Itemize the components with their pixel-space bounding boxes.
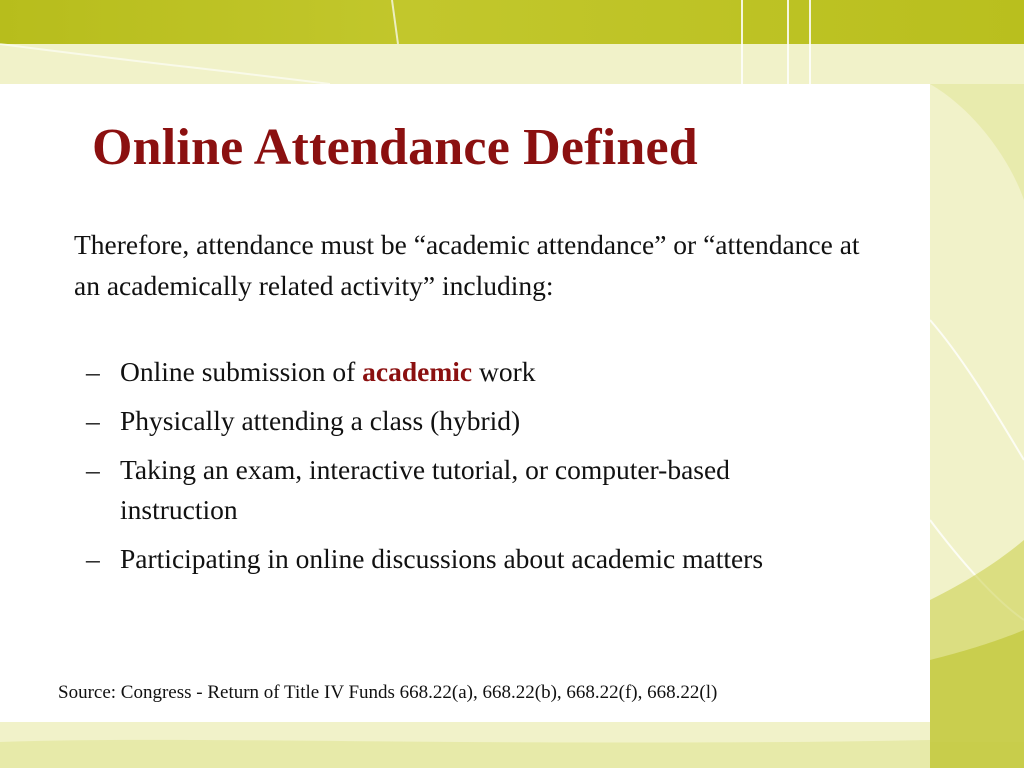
slide-title: Online Attendance Defined: [92, 119, 698, 176]
bullet-text: Physically attending a class (hybrid): [120, 405, 521, 436]
bullet-dash: –: [86, 454, 100, 485]
bullet-dash: –: [86, 543, 100, 574]
intro-paragraph: Therefore, attendance must be “academic attendance” or “attendance at an academically related activity” including:: [74, 229, 860, 301]
bullet-dash: –: [86, 405, 100, 436]
bullet-text: Taking an exam, interactive tutorial, or computer-based instruction: [120, 454, 730, 525]
bullet-list: [74, 352, 834, 588]
bullet-item: [74, 401, 834, 441]
bullet-item: [74, 450, 834, 530]
bullet-text: Participating in online discussions about academic matters: [120, 543, 764, 574]
bullet-text-suffix: work: [472, 356, 536, 387]
bullet-item: [74, 352, 834, 392]
highlighted-word: academic: [362, 356, 473, 387]
bullet-dash: –: [86, 356, 100, 387]
bullet-text-prefix: Online submission of: [120, 356, 363, 387]
bullet-item: [74, 539, 834, 579]
source-citation: Source: Congress - Return of Title IV Funds 668.22(a), 668.22(b), 668.22(f), 668.22(l): [58, 682, 718, 703]
